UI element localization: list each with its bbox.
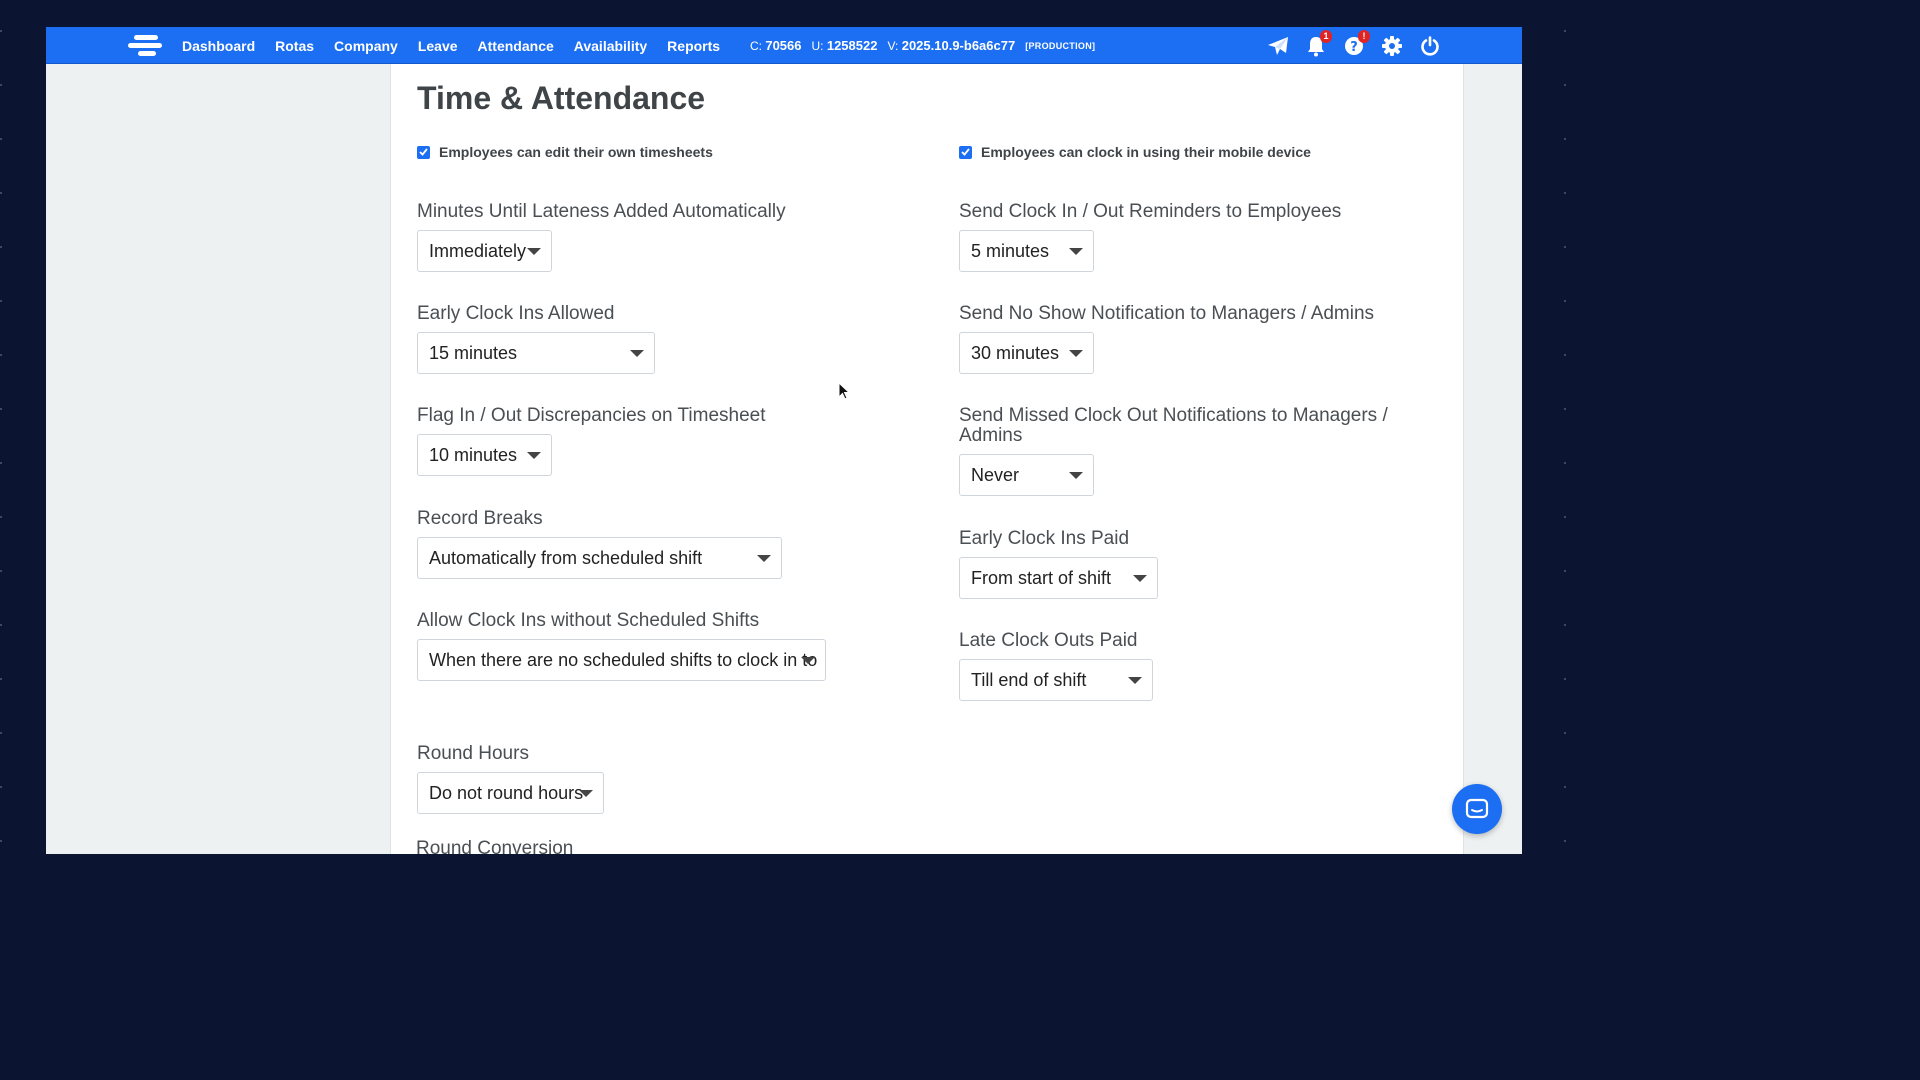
background-dot [0,192,2,194]
chevron-down-icon [801,657,815,664]
user-id: U: 1258522 [811,38,878,53]
chevron-down-icon [527,248,541,255]
field-label: Send Clock In / Out Reminders to Employees [959,201,1342,222]
checkbox-label: Employees can clock in using their mobile device [981,144,1311,160]
background-dot [1564,462,1566,464]
field-label: Late Clock Outs Paid [959,630,1138,651]
background-dot [0,786,2,788]
discrepancies-field [417,406,766,476]
nav-leave[interactable]: Leave [417,37,458,54]
lateness-select[interactable] [417,230,552,272]
edit-timesheets-checkbox[interactable] [417,144,713,160]
lateness-field [417,202,786,272]
early-clock-ins-paid-field [959,529,1158,599]
late-clock-outs-paid-select[interactable] [959,659,1153,701]
background-dot [1564,678,1566,680]
field-label: Allow Clock Ins without Scheduled Shifts [417,610,760,631]
gear-icon[interactable] [1380,34,1404,58]
nav-dashboard[interactable]: Dashboard [182,37,256,54]
checkbox-checked-icon[interactable] [417,146,430,159]
background-dot [1564,354,1566,356]
build-info [750,27,1095,64]
background-dot [1564,408,1566,410]
help-badge: ! [1358,30,1370,43]
field-label: Round Hours [417,743,529,764]
checkbox-label: Employees can edit their own timesheets [439,144,713,160]
clock-reminders-field [959,202,1341,272]
late-clock-outs-paid-field [959,631,1153,701]
background-dot [1564,246,1566,248]
chevron-down-icon [1069,472,1083,479]
select-value: From start of shift [971,567,1112,588]
background-dot [0,354,2,356]
settings-panel [390,64,1464,854]
field-label: Early Clock Ins Paid [959,528,1130,549]
version: V: 2025.10.9-b6a6c77 [887,38,1016,53]
checkbox-checked-icon[interactable] [959,146,972,159]
app-logo-icon[interactable] [128,34,162,58]
select-value: Immediately [429,240,527,261]
main-nav [182,27,720,64]
background-dot [1564,84,1566,86]
record-breaks-field [417,509,782,579]
no-show-notification-field [959,304,1374,374]
bell-icon[interactable] [1304,31,1329,58]
discrepancies-select[interactable] [417,434,552,476]
clock-reminders-select[interactable] [959,230,1094,272]
field-label: Record Breaks [417,508,543,529]
background-dot [1564,300,1566,302]
environment-tag: [PRODUCTION] [1025,40,1096,51]
help-icon[interactable] [1342,31,1366,58]
select-value: Never [971,464,1020,485]
power-icon[interactable] [1418,34,1442,58]
background-dot [0,300,2,302]
field-label: Early Clock Ins Allowed [417,303,615,324]
early-clock-ins-allowed-select[interactable] [417,332,655,374]
background-dot [1564,570,1566,572]
nav-company[interactable]: Company [334,37,398,54]
chevron-down-icon [579,790,593,797]
round-hours-select[interactable] [417,772,604,814]
mobile-clock-in-checkbox[interactable] [959,144,1311,160]
round-hours-field [417,744,604,814]
chevron-down-icon [1069,248,1083,255]
top-navigation-bar [46,27,1522,64]
select-value: Automatically from scheduled shift [429,547,703,568]
chat-icon [1465,798,1489,820]
chevron-down-icon [527,452,541,459]
select-value: Do not round hours [429,782,584,803]
record-breaks-select[interactable] [417,537,782,579]
paper-plane-icon[interactable] [1266,34,1290,58]
chevron-down-icon [1133,575,1147,582]
select-value: 5 minutes [971,240,1050,261]
header-actions [1266,27,1442,64]
chevron-down-icon [630,350,644,357]
background-dot [0,246,2,248]
background-dot [1564,624,1566,626]
chevron-down-icon [1128,677,1142,684]
background-dot [1564,786,1566,788]
field-label: Flag In / Out Discrepancies on Timesheet [417,405,766,426]
left-gutter [46,64,390,854]
missed-clock-out-field [959,406,1399,496]
missed-clock-out-select[interactable] [959,454,1094,496]
app-window [46,27,1522,854]
early-clock-ins-paid-select[interactable] [959,557,1158,599]
allow-clock-ins-select[interactable] [417,639,826,681]
company-id: C: 70566 [750,38,802,53]
background-dot [1564,30,1566,32]
no-show-notification-select[interactable] [959,332,1094,374]
svg-text:?: ? [1350,39,1358,55]
mouse-cursor-icon [838,382,852,402]
nav-availability[interactable]: Availability [573,37,648,54]
chevron-down-icon [1069,350,1083,357]
select-value: 15 minutes [429,342,518,363]
background-dot [0,84,2,86]
field-label: Send Missed Clock Out Notifications to Managers / Admins [959,405,1388,446]
background-dot [0,570,2,572]
early-clock-ins-allowed-field [417,304,655,374]
background-dot [0,732,2,734]
page-title: Time & Attendance [417,80,706,116]
background-dots-right [1564,0,1568,882]
background-dot [1564,192,1566,194]
background-dot [0,462,2,464]
background-dot [1564,840,1566,842]
background-dots-left [0,0,4,882]
field-label: Minutes Until Lateness Added Automatically [417,201,786,222]
select-value: 10 minutes [429,444,518,465]
background-dot [0,624,2,626]
chevron-down-icon [757,555,771,562]
select-value: 30 minutes [971,342,1060,363]
background-dot [0,138,2,140]
background-dot [0,408,2,410]
background-dot [0,516,2,518]
select-value: When there are no scheduled shifts to clock in to [429,649,818,670]
nav-rotas[interactable]: Rotas [275,37,315,54]
allow-clock-ins-field [417,611,826,681]
notification-badge: 1 [1320,30,1332,43]
select-value: Till end of shift [971,669,1087,690]
background-dot [1564,516,1566,518]
nav-attendance[interactable]: Attendance [477,37,554,54]
background-dot [0,840,2,842]
background-dot [1564,138,1566,140]
background-dot [0,678,2,680]
nav-reports[interactable]: Reports [667,37,721,54]
background-dot [0,30,2,32]
background-dot [1564,732,1566,734]
chat-launcher-button[interactable] [1452,784,1502,834]
partial-field-label: Round Conversion [416,838,574,854]
field-label: Send No Show Notification to Managers / Admins [959,303,1375,324]
